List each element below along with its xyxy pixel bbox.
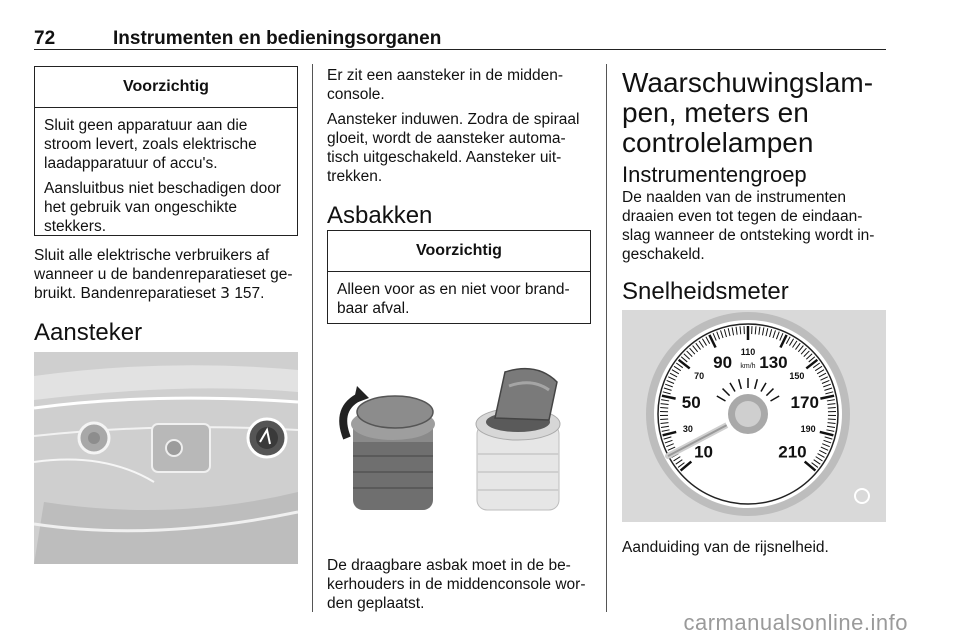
ashtray-caption: De draagbare asbak moet in de be-kerhouders in de middenconsole wor-den geplaatst. xyxy=(327,557,586,612)
speedometer-label: 130 xyxy=(759,352,788,372)
sub-heading-instrumentengroep: Instrumentengroep xyxy=(622,162,807,187)
speedometer-tick xyxy=(828,408,836,409)
speedometer-label: 210 xyxy=(778,442,807,462)
portable-ashtray-illustration xyxy=(327,338,591,544)
verbruikers-text: Sluit alle elektrische verbruikers af wanneer u de bandenreparatieset ge-bruikt. Bandenreparatieset xyxy=(34,247,293,302)
caution-paragraph-1: Sluit geen apparatuur aan die stroom levert, zoals elektrische laadapparatuur of accu's. xyxy=(44,117,257,172)
speedometer-tick xyxy=(828,419,836,420)
caution-box-ashtray xyxy=(327,230,591,324)
cigarette-lighter-illustration xyxy=(34,352,298,564)
speedometer-label: 150 xyxy=(789,370,805,381)
crossref-page[interactable]: 157. xyxy=(234,285,265,302)
watermark: carmanualsonline.info xyxy=(683,610,908,635)
page-number: 72 xyxy=(34,28,56,49)
main-heading: Waarschuwingslam-pen, meters en controlelampen xyxy=(622,67,874,158)
speedometer-caption: Aanduiding van de rijsnelheid. xyxy=(622,539,829,556)
verbruikers-paragraph xyxy=(34,246,300,303)
speedometer-tick xyxy=(660,419,668,420)
speedometer-illustration xyxy=(622,310,886,522)
speedometer-label: 190 xyxy=(800,423,816,434)
column-divider-1 xyxy=(312,64,313,612)
speedometer-label: 110 xyxy=(740,347,756,357)
section-heading-aansteker: Aansteker xyxy=(34,319,143,346)
caution-body xyxy=(328,272,590,332)
lighter-usage-paragraph: Aansteker induwen. Zodra de spiraal gloeit, wordt de aansteker automa-tisch uitgeschakeld. Aansteker uit-trekken. xyxy=(327,111,580,185)
header-rule xyxy=(34,49,886,50)
speedometer-label: 50 xyxy=(681,392,701,412)
page-header-title: Instrumenten en bedieningsorganen xyxy=(113,28,442,49)
instruments-paragraph: De naalden van de instrumenten draaien even tot tegen de eindaan-slag wanneer de ontsteking wordt in-geschakeld. xyxy=(622,189,875,263)
column2-text xyxy=(327,66,593,192)
speedometer-tick xyxy=(660,408,668,409)
speedometer-label: 90 xyxy=(713,352,733,372)
section-heading-asbakken: Asbakken xyxy=(327,202,433,229)
lighter-location-paragraph: Er zit een aansteker in de midden-console. xyxy=(327,67,564,103)
speedometer-label: 70 xyxy=(694,370,705,381)
speed-unit-label: km/h xyxy=(740,363,756,370)
caution-heading: Voorzichtig xyxy=(35,67,297,108)
caution-paragraph: Alleen voor as en niet voor brand-baar afval. xyxy=(337,281,570,317)
crossref-icon: 3 xyxy=(220,284,230,302)
caution-paragraph-2: Aansluitbus niet beschadigen door het gebruik van ongeschikte stekkers. xyxy=(44,180,281,235)
caution-body xyxy=(35,108,297,250)
caution-heading: Voorzichtig xyxy=(328,231,590,272)
speedometer-label: 10 xyxy=(694,442,714,462)
speedometer-label: 30 xyxy=(682,423,693,434)
column-divider-2 xyxy=(606,64,607,612)
section-heading-snelheidsmeter: Snelheidsmeter xyxy=(622,278,789,305)
speedometer-label: 170 xyxy=(790,392,819,412)
caution-box-charging xyxy=(34,66,298,236)
